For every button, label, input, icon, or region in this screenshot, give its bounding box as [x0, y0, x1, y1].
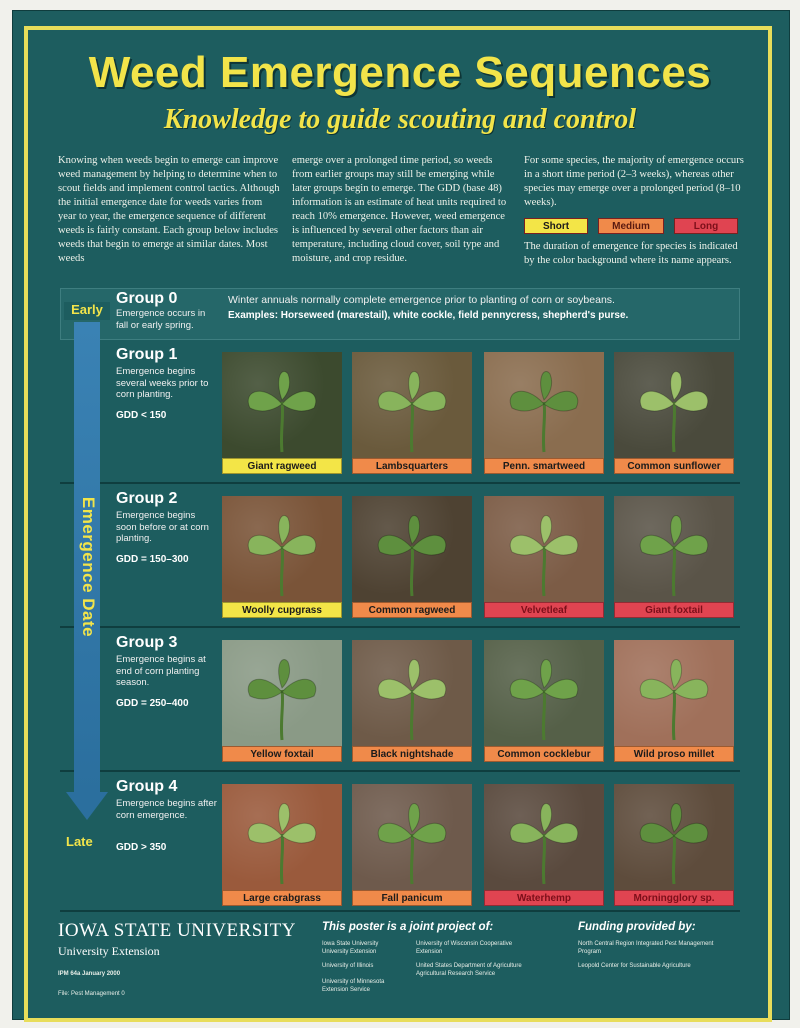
intro-column-2: emerge over a prolonged time period, so weeds from earlier groups may still be emerging while later groups begin to emerge. The GDD (base 48) information is an estimate of heat units required to reach 10% emergence. However, weed emergence is influenced by several other factors than air temperature, including cloud cover, soil type and moisture, and crop residue.	[292, 155, 507, 264]
weed-name-label: Giant ragweed	[222, 458, 342, 474]
university-extension: University Extension	[58, 944, 160, 958]
weed-name-label: Yellow foxtail	[222, 746, 342, 762]
seedling-illustration	[222, 784, 342, 890]
group-2-title: Group 2	[116, 490, 178, 507]
seedling-illustration	[484, 496, 604, 602]
weed-tile	[352, 640, 472, 762]
weed-name-label: Morningglory sp.	[614, 890, 734, 906]
group-0-description: Emergence occurs in fall or early spring.	[116, 308, 206, 331]
legend-long: Long	[674, 218, 738, 234]
file-reference: File: Pest Management 0	[58, 991, 125, 997]
weed-seedling-photo	[222, 784, 342, 890]
funder-item: North Central Region Integrated Pest Management Program	[578, 941, 714, 955]
poster-subtitle: Knowledge to guide scouting and control	[163, 104, 637, 135]
timeline-axis-label: Emergence Date	[79, 496, 98, 638]
weed-name-label: Fall panicum	[352, 890, 472, 906]
weed-tile	[484, 784, 604, 906]
seedling-illustration	[484, 784, 604, 890]
university-logo-text: IOWA STATE UNIVERSITY	[58, 920, 297, 941]
group-3-gdd: GDD = 250–400	[116, 698, 189, 709]
weed-name-label: Large crabgrass	[222, 890, 342, 906]
group-0-examples: Examples: Horseweed (marestail), white cockle, field pennycress, shepherd's purse.	[228, 310, 629, 321]
timeline-arrow-head	[66, 792, 108, 820]
group-1-gdd: GDD < 150	[116, 410, 167, 421]
seedling-illustration	[614, 784, 734, 890]
weed-name-label: Giant foxtail	[614, 602, 734, 618]
legend-short: Short	[524, 218, 588, 234]
weed-name-label: Black nightshade	[352, 746, 472, 762]
weed-tile	[484, 640, 604, 762]
weed-name-label: Wild proso millet	[614, 746, 734, 762]
partner-item: University of Illinois	[322, 963, 374, 969]
weed-tile	[484, 352, 604, 474]
seedling-illustration	[614, 352, 734, 458]
weed-seedling-photo	[484, 352, 604, 458]
weed-tile	[614, 352, 734, 474]
group-separator	[60, 626, 740, 628]
weed-seedling-photo	[222, 352, 342, 458]
legend-medium: Medium	[598, 218, 664, 234]
funder-item: Leopold Center for Sustainable Agriculture	[578, 963, 691, 969]
group-2-gdd: GDD = 150–300	[116, 554, 189, 565]
weed-seedling-photo	[614, 784, 734, 890]
weed-name-label: Common sunflower	[614, 458, 734, 474]
weed-seedling-photo	[614, 352, 734, 458]
seedling-illustration	[614, 640, 734, 746]
weed-name-label: Lambsquarters	[352, 458, 472, 474]
weed-tile	[614, 496, 734, 618]
seedling-illustration	[352, 496, 472, 602]
seedling-illustration	[222, 496, 342, 602]
seedling-illustration	[222, 352, 342, 458]
weed-seedling-photo	[614, 496, 734, 602]
weed-seedling-photo	[222, 640, 342, 746]
joint-project-heading: This poster is a joint project of:	[322, 921, 494, 933]
group-4-description: Emergence begins after corn emergence.	[116, 798, 217, 821]
weed-tile	[352, 352, 472, 474]
weed-seedling-photo	[484, 784, 604, 890]
seedling-illustration	[484, 640, 604, 746]
seedling-illustration	[352, 352, 472, 458]
group-1-title: Group 1	[116, 346, 178, 363]
weed-seedling-photo	[484, 496, 604, 602]
weed-name-label: Waterhemp	[484, 890, 604, 906]
weed-name-label: Woolly cupgrass	[222, 602, 342, 618]
partner-item: University of Wisconsin Cooperative Extension	[416, 941, 513, 955]
legend-note: The duration of emergence for species is indicated by the color background where its name appears.	[524, 241, 738, 266]
group-separator	[60, 482, 740, 484]
group-2-description: Emergence begins soon before or at corn planting.	[116, 510, 209, 544]
group-0-title: Group 0	[116, 290, 178, 307]
group-4-title: Group 4	[116, 778, 178, 795]
group-4-gdd: GDD > 350	[116, 842, 167, 853]
weed-name-label: Penn. smartweed	[484, 458, 604, 474]
intro-column-3: For some species, the majority of emergence occurs in a short time period (2–3 weeks), whereas other species may emerge over a prolonged period (8–10 weeks).	[524, 155, 744, 208]
weed-tile	[222, 640, 342, 762]
weed-seedling-photo	[484, 640, 604, 746]
partner-item: United States Department of Agriculture Agricultural Research Service	[416, 963, 522, 977]
weed-seedling-photo	[352, 640, 472, 746]
group-1-description: Emergence begins several weeks prior to corn planting.	[116, 366, 209, 400]
weed-tile	[222, 352, 342, 474]
seedling-illustration	[352, 640, 472, 746]
weed-tile	[222, 496, 342, 618]
weed-name-label: Common ragweed	[352, 602, 472, 618]
partner-item: Iowa State University University Extension	[322, 941, 379, 955]
intro-column-1: Knowing when weeds begin to emerge can improve weed management by helping to determine when to scout fields and implement control tactics. Although the initial emergence date for weeds varies from year to year, the emergence sequence of different weeds is fairly constant. Each group below includes weeds that begin to emerge at similar dates. Most weeds	[58, 155, 280, 264]
seedling-illustration	[222, 640, 342, 746]
poster-title: Weed Emergence Sequences	[88, 48, 712, 97]
seedling-illustration	[614, 496, 734, 602]
weed-tile	[614, 640, 734, 762]
weed-seedling-photo	[222, 496, 342, 602]
group-separator	[60, 770, 740, 772]
publication-number: IPM 64a January 2000	[58, 971, 121, 977]
weed-seedling-photo	[352, 352, 472, 458]
weed-seedling-photo	[352, 496, 472, 602]
seedling-illustration	[484, 352, 604, 458]
timeline-early-label: Early	[64, 302, 110, 320]
weed-tile	[614, 784, 734, 906]
weed-name-label: Common cocklebur	[484, 746, 604, 762]
group-3-title: Group 3	[116, 634, 178, 651]
weed-seedling-photo	[614, 640, 734, 746]
group-separator	[60, 910, 740, 912]
funding-heading: Funding provided by:	[578, 921, 696, 933]
weed-tile	[352, 784, 472, 906]
timeline-late-label: Late	[66, 834, 93, 849]
group-0-note: Winter annuals normally complete emergence prior to planting of corn or soybeans.	[228, 294, 615, 306]
weed-name-label: Velvetleaf	[484, 602, 604, 618]
weed-seedling-photo	[352, 784, 472, 890]
partner-item: University of Minnesota Extension Service	[322, 979, 385, 993]
group-3-description: Emergence begins at end of corn planting season.	[116, 654, 206, 688]
seedling-illustration	[352, 784, 472, 890]
weed-tile	[352, 496, 472, 618]
weed-tile	[484, 496, 604, 618]
weed-tile	[222, 784, 342, 906]
